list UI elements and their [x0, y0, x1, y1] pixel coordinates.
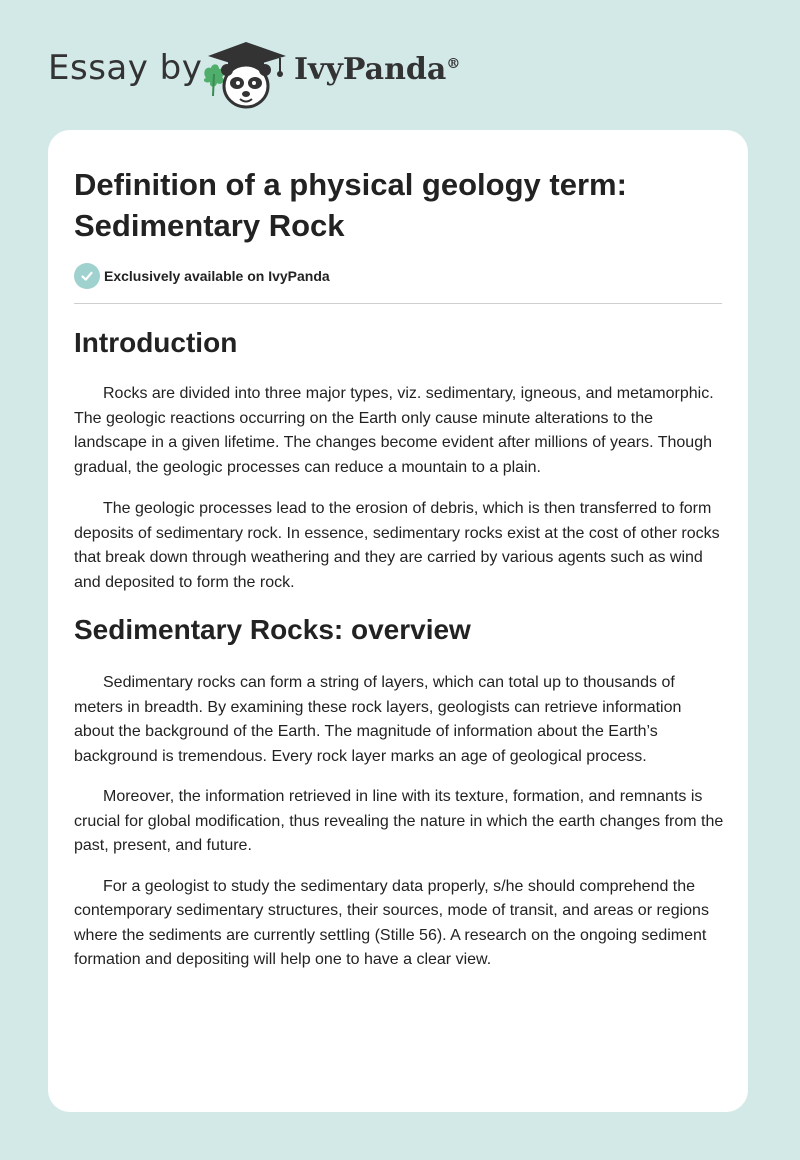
- essay-card: [48, 130, 748, 1112]
- brand-name[interactable]: [294, 52, 460, 87]
- site-header: [0, 0, 800, 130]
- exclusive-badge: [74, 263, 330, 289]
- paragraph: Moreover, the information retrieved in line with its texture, formation, and remnants is crucial for global modification, thus revealing the nature in which the earth changes from the past, present, and future.: [74, 788, 724, 854]
- divider: [74, 303, 722, 304]
- paragraph: The geologic processes lead to the erosion of debris, which is then transferred to form deposits of sedimentary rock. In essence, sedimentary rocks exist at the cost of other rocks that break down through weathering and they are carried by various agents such as wind and deposited to form the rock.: [74, 500, 720, 591]
- registered-mark: ®: [446, 56, 461, 72]
- paragraph: Rocks are divided into three major types, viz. sedimentary, igneous, and metamorphic. The geologic reactions occurring on the Earth only cause minute alterations to the landscape in a given lifetime. The changes become evident after millions of years. Though gradual, the geologic processes can reduce a mountain to a plain.: [74, 385, 714, 476]
- section-heading-overview: Sedimentary Rocks: overview: [74, 614, 471, 645]
- check-circle-icon: [74, 263, 100, 289]
- paragraph: Sedimentary rocks can form a string of layers, which can total up to thousands of meters in breadth. By examining these rock layers, geologists can retrieve information about the background of the Earth. The magnitude of information about the Earth’s background is tremendous. Every rock layer marks an age of geological process.: [74, 674, 682, 765]
- panda-graduation-cap-icon[interactable]: [200, 38, 292, 110]
- section-heading-introduction: Introduction: [74, 327, 238, 358]
- exclusive-label: Exclusively available on IvyPanda: [104, 268, 330, 284]
- essay-title: Definition of a physical geology term: Sedimentary Rock: [74, 167, 627, 243]
- brand-text: IvyPanda: [294, 52, 447, 87]
- essay-by-label: Essay by: [48, 48, 203, 88]
- essay-body: [74, 323, 724, 973]
- paragraph: For a geologist to study the sedimentary data properly, s/he should comprehend the contemporary sedimentary structures, their sources, mode of transit, and areas or regions where the sediments are currently settling (Stille 56). A research on the ongoing sediment formation and depositing will help one to have a clear view.: [74, 877, 709, 968]
